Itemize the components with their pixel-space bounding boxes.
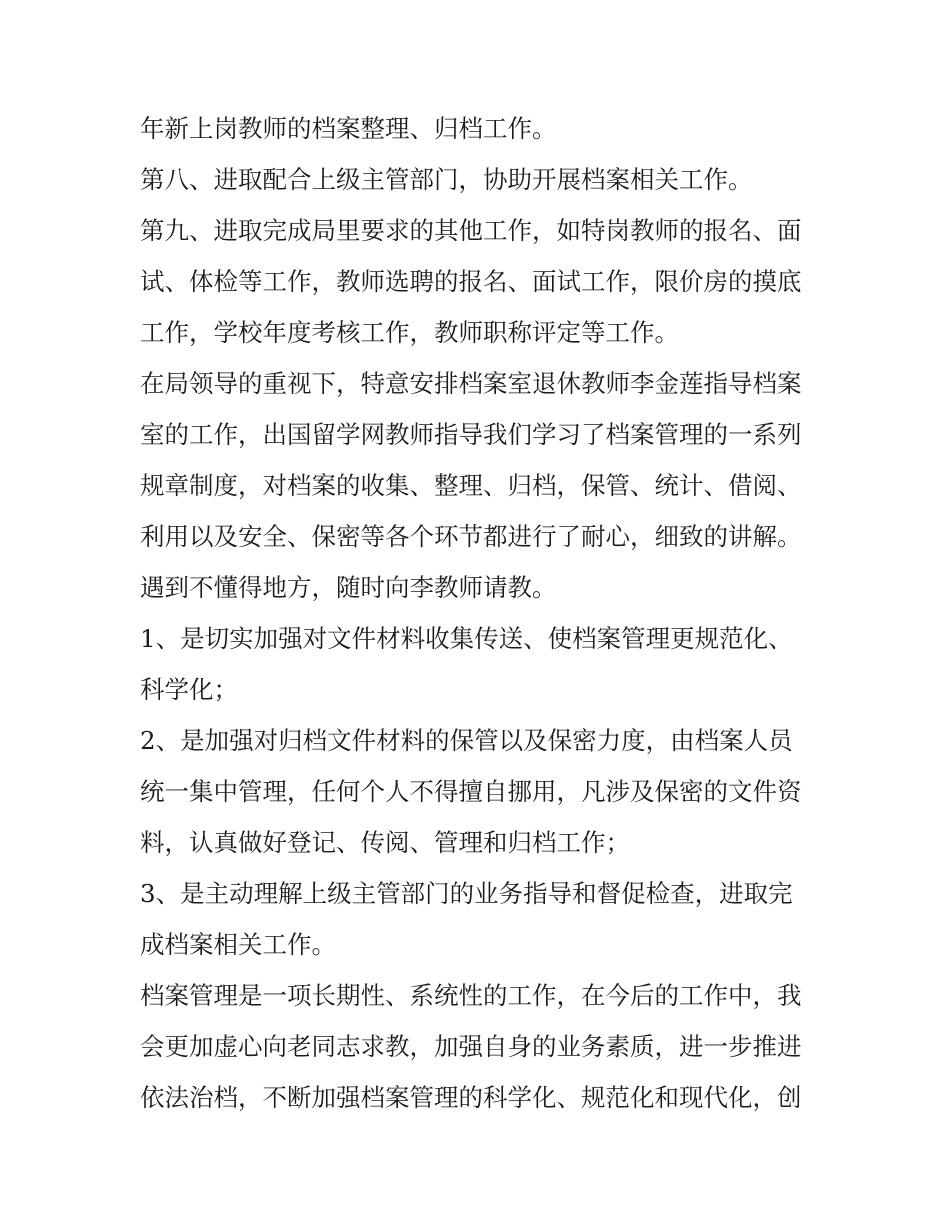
text-line: 规章制度，对档案的收集、整理、归档，保管、统计、借阅、	[140, 471, 802, 500]
text-line: 2、是加强对归档文件材料的保管以及保密力度，由档案人员	[140, 726, 793, 755]
text-line: 统一集中管理，任何个人不得擅自挪用，凡涉及保密的文件资	[140, 777, 802, 806]
text-line: 1、是切实加强对文件材料收集传送、使档案管理更规范化、	[140, 624, 793, 653]
text-line: 3、是主动理解上级主管部门的业务指导和督促检查，进取完	[140, 879, 793, 908]
text-line: 室的工作，出国留学网教师指导我们学习了档案管理的一系列	[140, 420, 802, 449]
text-line: 料，认真做好登记、传阅、管理和归档工作；	[140, 828, 630, 857]
text-line: 遇到不懂得地方，随时向李教师请教。	[140, 573, 557, 602]
text-line: 在局领导的重视下，特意安排档案室退休教师李金莲指导档案	[140, 369, 802, 398]
text-line: 依法治档，不断加强档案管理的科学化、规范化和现代化，创	[140, 1083, 802, 1112]
text-line: 第八、进取配合上级主管部门，协助开展档案相关工作。	[140, 165, 753, 194]
text-line: 会更加虚心向老同志求教，加强自身的业务素质，进一步推进	[140, 1032, 802, 1061]
text-line: 工作，学校年度考核工作，教师职称评定等工作。	[140, 318, 679, 347]
text-line: 试、体检等工作，教师选聘的报名、面试工作，限价房的摸底	[140, 267, 802, 296]
text-line: 利用以及安全、保密等各个环节都进行了耐心，细致的讲解。	[140, 522, 802, 551]
text-line: 科学化；	[140, 675, 238, 704]
text-line: 年新上岗教师的档案整理、归档工作。	[140, 114, 557, 143]
text-line: 第九、进取完成局里要求的其他工作，如特岗教师的报名、面	[140, 216, 802, 245]
text-line: 档案管理是一项长期性、系统性的工作，在今后的工作中，我	[140, 981, 802, 1010]
text-line: 成档案相关工作。	[140, 930, 336, 959]
